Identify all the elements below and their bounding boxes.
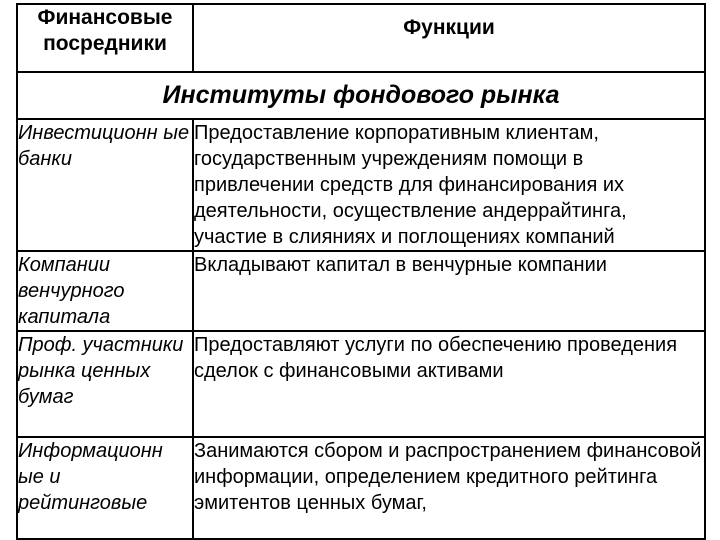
header-intermediaries: Финансовые посредники	[17, 4, 193, 72]
table-header-row	[17, 4, 705, 72]
table-row	[17, 119, 705, 251]
intermediary-function: Предоставляют услуги по обеспечению проведения сделок с финансовыми активами	[193, 331, 705, 437]
intermediary-name: Проф. участники рынка ценных бумаг	[17, 331, 193, 437]
table-row	[17, 437, 705, 539]
intermediary-function: Занимаются сбором и распространением финансовой информации, определением кредитного рейтинга эмитентов ценных бумаг,	[193, 437, 705, 539]
header-functions: Функции	[193, 4, 705, 72]
table-row	[17, 251, 705, 331]
intermediary-name: Информационн ые и рейтинговые	[17, 437, 193, 539]
financial-intermediaries-table	[16, 3, 706, 540]
section-title: Институты фондового рынка	[17, 72, 705, 119]
intermediary-function: Предоставление корпоративным клиентам, государственным учреждениям помощи в привлечении средств для финансирования их деятельности, осуществление андеррайтинга, участие в слияниях и поглощениях компаний	[193, 119, 705, 251]
section-row	[17, 72, 705, 119]
intermediary-function: Вкладывают капитал в венчурные компании	[193, 251, 705, 331]
intermediary-name: Компании венчурного капитала	[17, 251, 193, 331]
table-row	[17, 331, 705, 437]
intermediary-name: Инвестиционн ые банки	[17, 119, 193, 251]
